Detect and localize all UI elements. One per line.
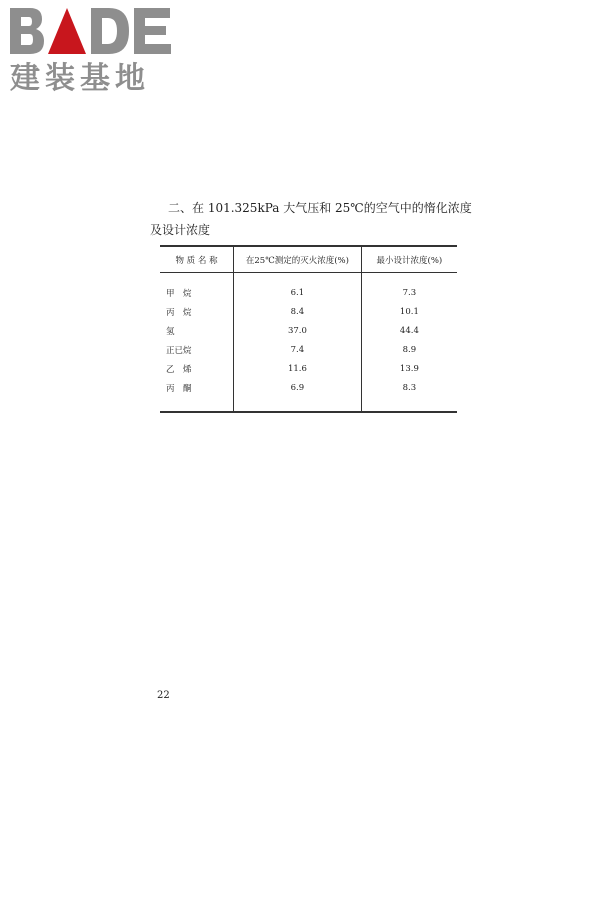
substance-name: 氢 [166, 326, 175, 337]
concentration-table [160, 245, 457, 413]
extinguishing-concentration: 11.6 [234, 359, 362, 378]
header-minimum-design-concentration: 最小设计浓度(%) [361, 246, 457, 273]
table-spacer [160, 273, 457, 284]
brand-chinese-name: 建装基地 [10, 61, 150, 96]
substance-name: 丙 烷 [166, 307, 192, 318]
extinguishing-concentration: 7.4 [234, 340, 362, 359]
design-concentration: 13.9 [361, 359, 457, 378]
header-extinguishing-concentration: 在25℃测定的灭火浓度(%) [234, 246, 362, 273]
table-row [160, 340, 457, 359]
table-spacer [160, 397, 457, 412]
substance-name: 乙 烯 [166, 364, 192, 375]
page-number: 22 [157, 690, 170, 701]
extinguishing-concentration: 37.0 [234, 321, 362, 340]
design-concentration: 10.1 [361, 302, 457, 321]
substance-name: 正已烷 [166, 345, 192, 356]
section-heading: 二、在 101.325kPa 大气压和 25℃的空气中的惰化浓度及设计浓度 [150, 201, 472, 237]
design-concentration: 44.4 [361, 321, 457, 340]
extinguishing-concentration: 6.1 [234, 283, 362, 302]
table-row [160, 283, 457, 302]
brand-wordmark-logo [8, 4, 178, 60]
substance-name: 丙 酮 [166, 383, 192, 394]
logo [8, 4, 178, 96]
design-concentration: 8.9 [361, 340, 457, 359]
design-concentration: 7.3 [361, 283, 457, 302]
header-substance-name: 物 质 名 称 [160, 246, 234, 273]
extinguishing-concentration: 6.9 [234, 378, 362, 397]
table-row [160, 321, 457, 340]
extinguishing-concentration: 8.4 [234, 302, 362, 321]
substance-name: 甲 烷 [166, 288, 192, 299]
table-row [160, 359, 457, 378]
design-concentration: 8.3 [361, 378, 457, 397]
table-header-row [160, 246, 457, 273]
table-row [160, 378, 457, 397]
table-row [160, 302, 457, 321]
